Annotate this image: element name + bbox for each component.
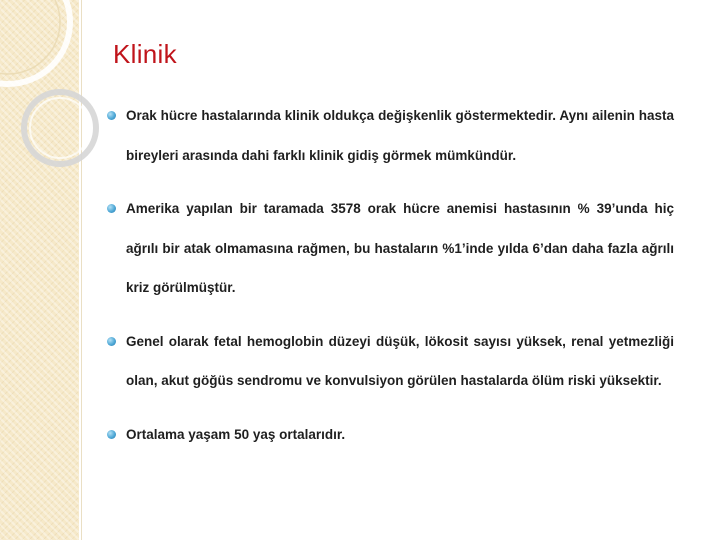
bullet-dot-icon: [107, 111, 116, 120]
bullet-text-1: Orak hücre hastalarında klinik oldukça değişkenlik göstermektedir. Aynı ailenin hasta bireyleri arasında dahi farklı klinik gidiş görmek mümkündür.: [126, 108, 674, 163]
small-ring: [24, 92, 96, 164]
bullet-text-2: Amerika yapılan bir taramada 3578 orak hücre anemisi hastasının % 39’unda hiç ağrılı bir atak olmamasına rağmen, bu hastaların %1’inde yılda 6’dan daha fazla ağrılı kriz görülmüştür.: [126, 201, 674, 295]
small-ring-inner: [30, 98, 90, 158]
bullet-item-2: [104, 189, 674, 308]
bullet-item-4: [104, 415, 674, 455]
bullet-text-3: Genel olarak fetal hemoglobin düzeyi düşük, lökosit sayısı yüksek, renal yetmezliği olan, akut göğüs sendromu ve konvulsiyon görülen hastalarda ölüm riski yüksektir.: [126, 333, 674, 388]
bullet-dot-icon: [107, 204, 116, 213]
bullet-item-1: [104, 96, 674, 175]
bullet-list: [104, 96, 674, 468]
bullet-text-4: Ortalama yaşam 50 yaş ortalarıdır.: [126, 426, 346, 442]
bullet-item-3: [104, 322, 674, 401]
bullet-dot-icon: [107, 430, 116, 439]
bullet-dot-icon: [107, 337, 116, 346]
slide-title: Klinik: [113, 39, 177, 69]
